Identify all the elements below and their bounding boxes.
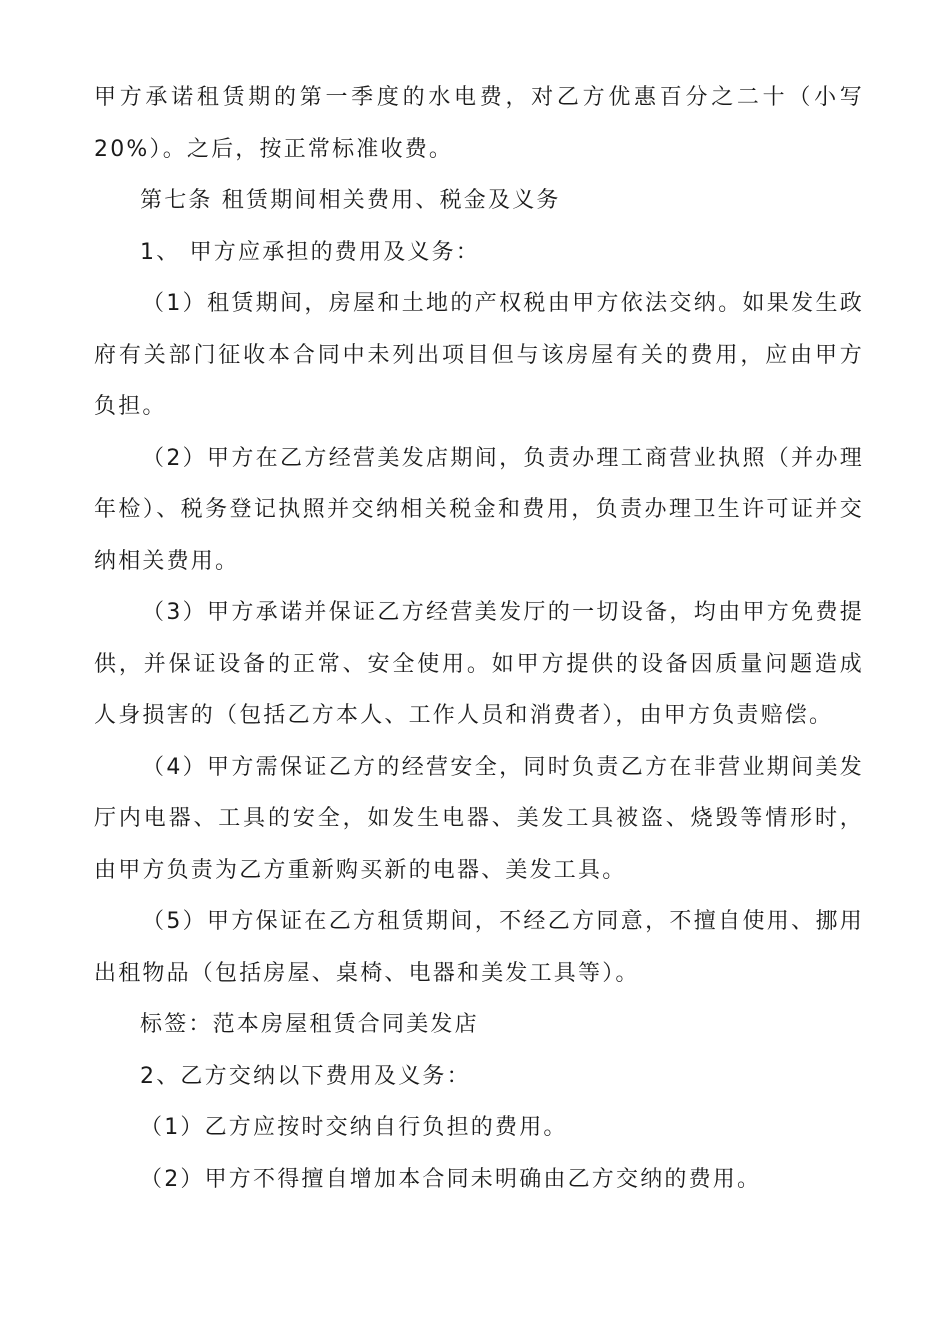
section-2-heading: 2、乙方交纳以下费用及义务： xyxy=(140,1063,471,1089)
article-seven-heading: 第七条 租赁期间相关费用、税金及义务 xyxy=(140,188,561,213)
clause-2-2: （2）甲方不得擅自增加本合同未明确由乙方交纳的费用。 xyxy=(140,1166,762,1192)
paragraph-utility-discount: 甲方承诺租赁期的第一季度的水电费，对乙方优惠百分之二十（小写20%）。之后，按正常标准收费。 xyxy=(94,85,864,162)
document-body xyxy=(94,72,864,1205)
clause-2-1: （1）乙方应按时交纳自行负担的费用。 xyxy=(140,1115,568,1140)
clause-1-3: （3）甲方承诺并保证乙方经营美发厅的一切设备，均由甲方免费提供，并保证设备的正常、安全使用。如甲方提供的设备因质量问题造成人身损害的（包括乙方本人、工作人员和消费者），由甲方负责赔偿。 xyxy=(94,600,864,728)
clause-1-4: （4）甲方需保证乙方的经营安全，同时负责乙方在非营业期间美发厅内电器、工具的安全，如发生电器、美发工具被盗、烧毁等情形时，由甲方负责为乙方重新购买新的电器、美发工具。 xyxy=(94,754,864,883)
clause-1-5: （5）甲方保证在乙方租赁期间，不经乙方同意，不擅自使用、挪用出租物品（包括房屋、桌椅、电器和美发工具等）。 xyxy=(94,909,864,986)
section-1-heading: 1、 甲方应承担的费用及义务： xyxy=(140,239,480,265)
clause-1-2: （2）甲方在乙方经营美发店期间，负责办理工商营业执照（并办理年检）、税务登记执照并交纳相关税金和费用，负责办理卫生许可证并交纳相关费用。 xyxy=(94,445,864,574)
tags-line: 标签：范本房屋租赁合同美发店 xyxy=(140,1012,479,1037)
clause-1-1: （1）租赁期间，房屋和土地的产权税由甲方依法交纳。如果发生政府有关部门征收本合同中未列出项目但与该房屋有关的费用，应由甲方负担。 xyxy=(94,291,864,419)
